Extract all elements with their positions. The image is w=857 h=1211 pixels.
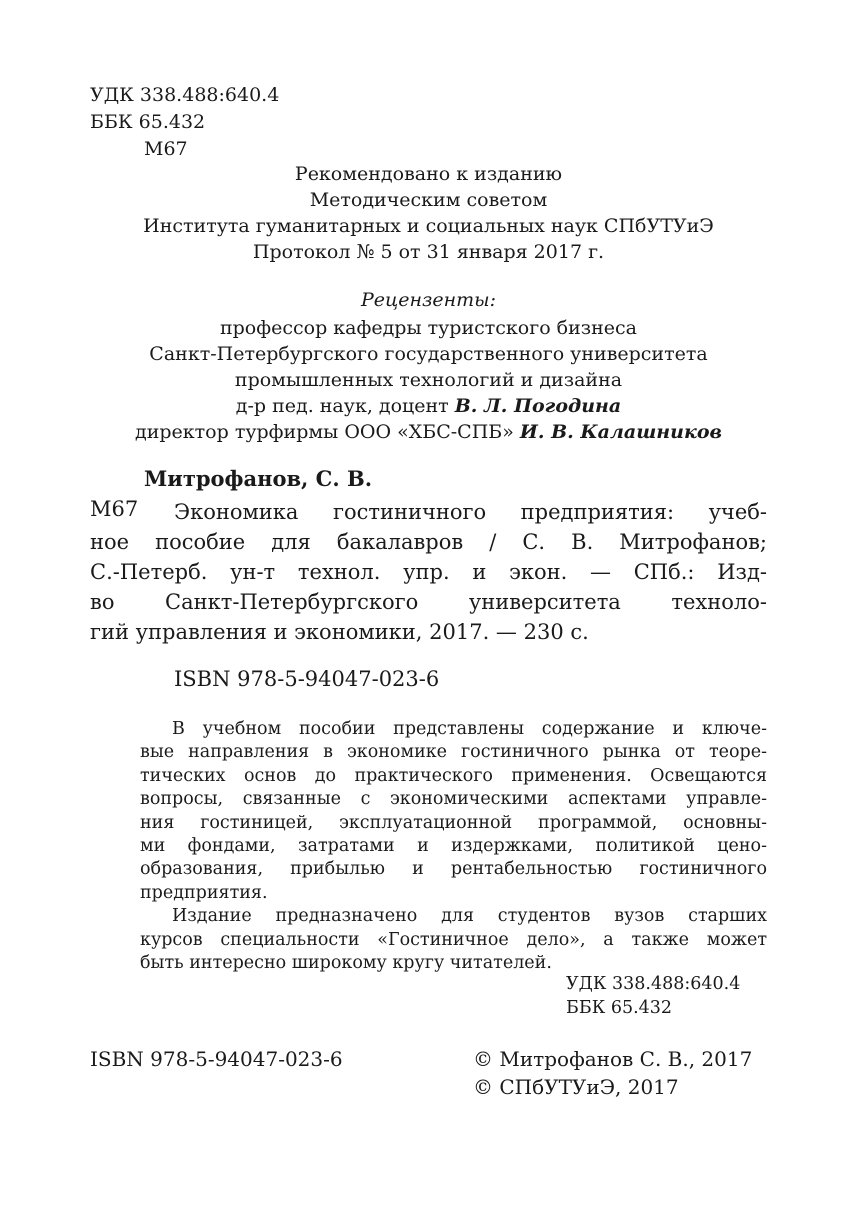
annotation-line-4: вопросы, связанные с экономическими аспектами управле-	[140, 789, 767, 810]
annotation	[140, 718, 767, 975]
annotation-bbk: ББК 65.432	[566, 998, 673, 1018]
reviewer-1-name: В. Л. Погодина	[454, 395, 622, 417]
entry-line-5: гий управления и экономики, 2017. — 230 с.	[90, 620, 589, 644]
annotation-udk: УДК 338.488:640.4	[566, 974, 741, 994]
udk-code: УДК 338.488:640.4	[90, 84, 280, 106]
copyright-author: © Митрофанов С. В., 2017	[473, 1047, 753, 1071]
entry-line-4: во Санкт-Петербургского университета техноло-	[90, 590, 767, 614]
annotation-line-11: быть интересно широкому кругу читателей.	[140, 952, 552, 973]
reviewer-1-position: д-р пед. наук, доцент	[235, 395, 449, 417]
reviewers-title: Рецензенты:	[360, 289, 497, 311]
reviewer-line-1: профессор кафедры туристского бизнеса	[219, 317, 638, 339]
entry-code: М67	[90, 497, 139, 521]
annotation-line-10: курсов специальности «Гостиничное дело», а также может	[140, 929, 767, 950]
annotation-line-9: Издание предназначено для студентов вузов старших	[172, 906, 767, 927]
entry-line-3: С.-Петерб. ун-т технол. упр. и экон. — СПб.: Изд-	[90, 560, 767, 584]
recommendation-line-3: Института гуманитарных и социальных наук СПбУТУиЭ	[143, 215, 714, 237]
entry-line-1: Экономика гостиничного предприятия: учеб-	[174, 500, 767, 524]
annotation-line-5: ния гостиницей, эксплуатационной программой, основны-	[140, 812, 767, 833]
annotation-line-3: тических основ до практического применения. Освещаются	[140, 765, 767, 786]
reviewer-line-4	[90, 395, 767, 417]
annotation-line-7: образования, прибылью и рентабельностью гостиничного	[140, 859, 767, 880]
footer-isbn: ISBN 978-5-94047-023-6	[90, 1047, 343, 1071]
entry-line-2: ное пособие для бакалавров / С. В. Митрофанов;	[90, 530, 767, 554]
reviewer-line-2: Санкт-Петербургского государственного университета	[149, 343, 708, 365]
entry-isbn: ISBN 978-5-94047-023-6	[174, 667, 440, 691]
bbk-code: ББК 65.432	[90, 111, 206, 133]
reviewer-2-name: И. В. Калашников	[519, 421, 722, 443]
recommendation-line-4: Протокол № 5 от 31 января 2017 г.	[252, 241, 605, 263]
reviewer-2-position: директор турфирмы ООО «ХБС-СПБ»	[135, 421, 514, 443]
entry-author: Митрофанов, С. В.	[144, 466, 373, 491]
annotation-line-6: ми фондами, затратами и издержками, политикой ценo-	[140, 835, 767, 856]
entry-description	[90, 497, 767, 647]
author-mark-code: М67	[144, 138, 188, 160]
annotation-line-1: В учебном пособии представлены содержание и ключе-	[172, 719, 767, 739]
recommendation-line-1: Рекомендовано к изданию	[294, 163, 563, 185]
annotation-line-2: вые направления в экономике гостиничного рынка от теоре-	[140, 742, 767, 763]
reviewer-line-5	[90, 421, 767, 443]
annotation-line-8: предприятия.	[140, 882, 268, 903]
reviewer-line-3: промышленных технологий и дизайна	[234, 369, 623, 391]
recommendation-line-2: Методическим советом	[309, 189, 548, 211]
copyright-publisher: © СПбУТУиЭ, 2017	[473, 1075, 679, 1099]
